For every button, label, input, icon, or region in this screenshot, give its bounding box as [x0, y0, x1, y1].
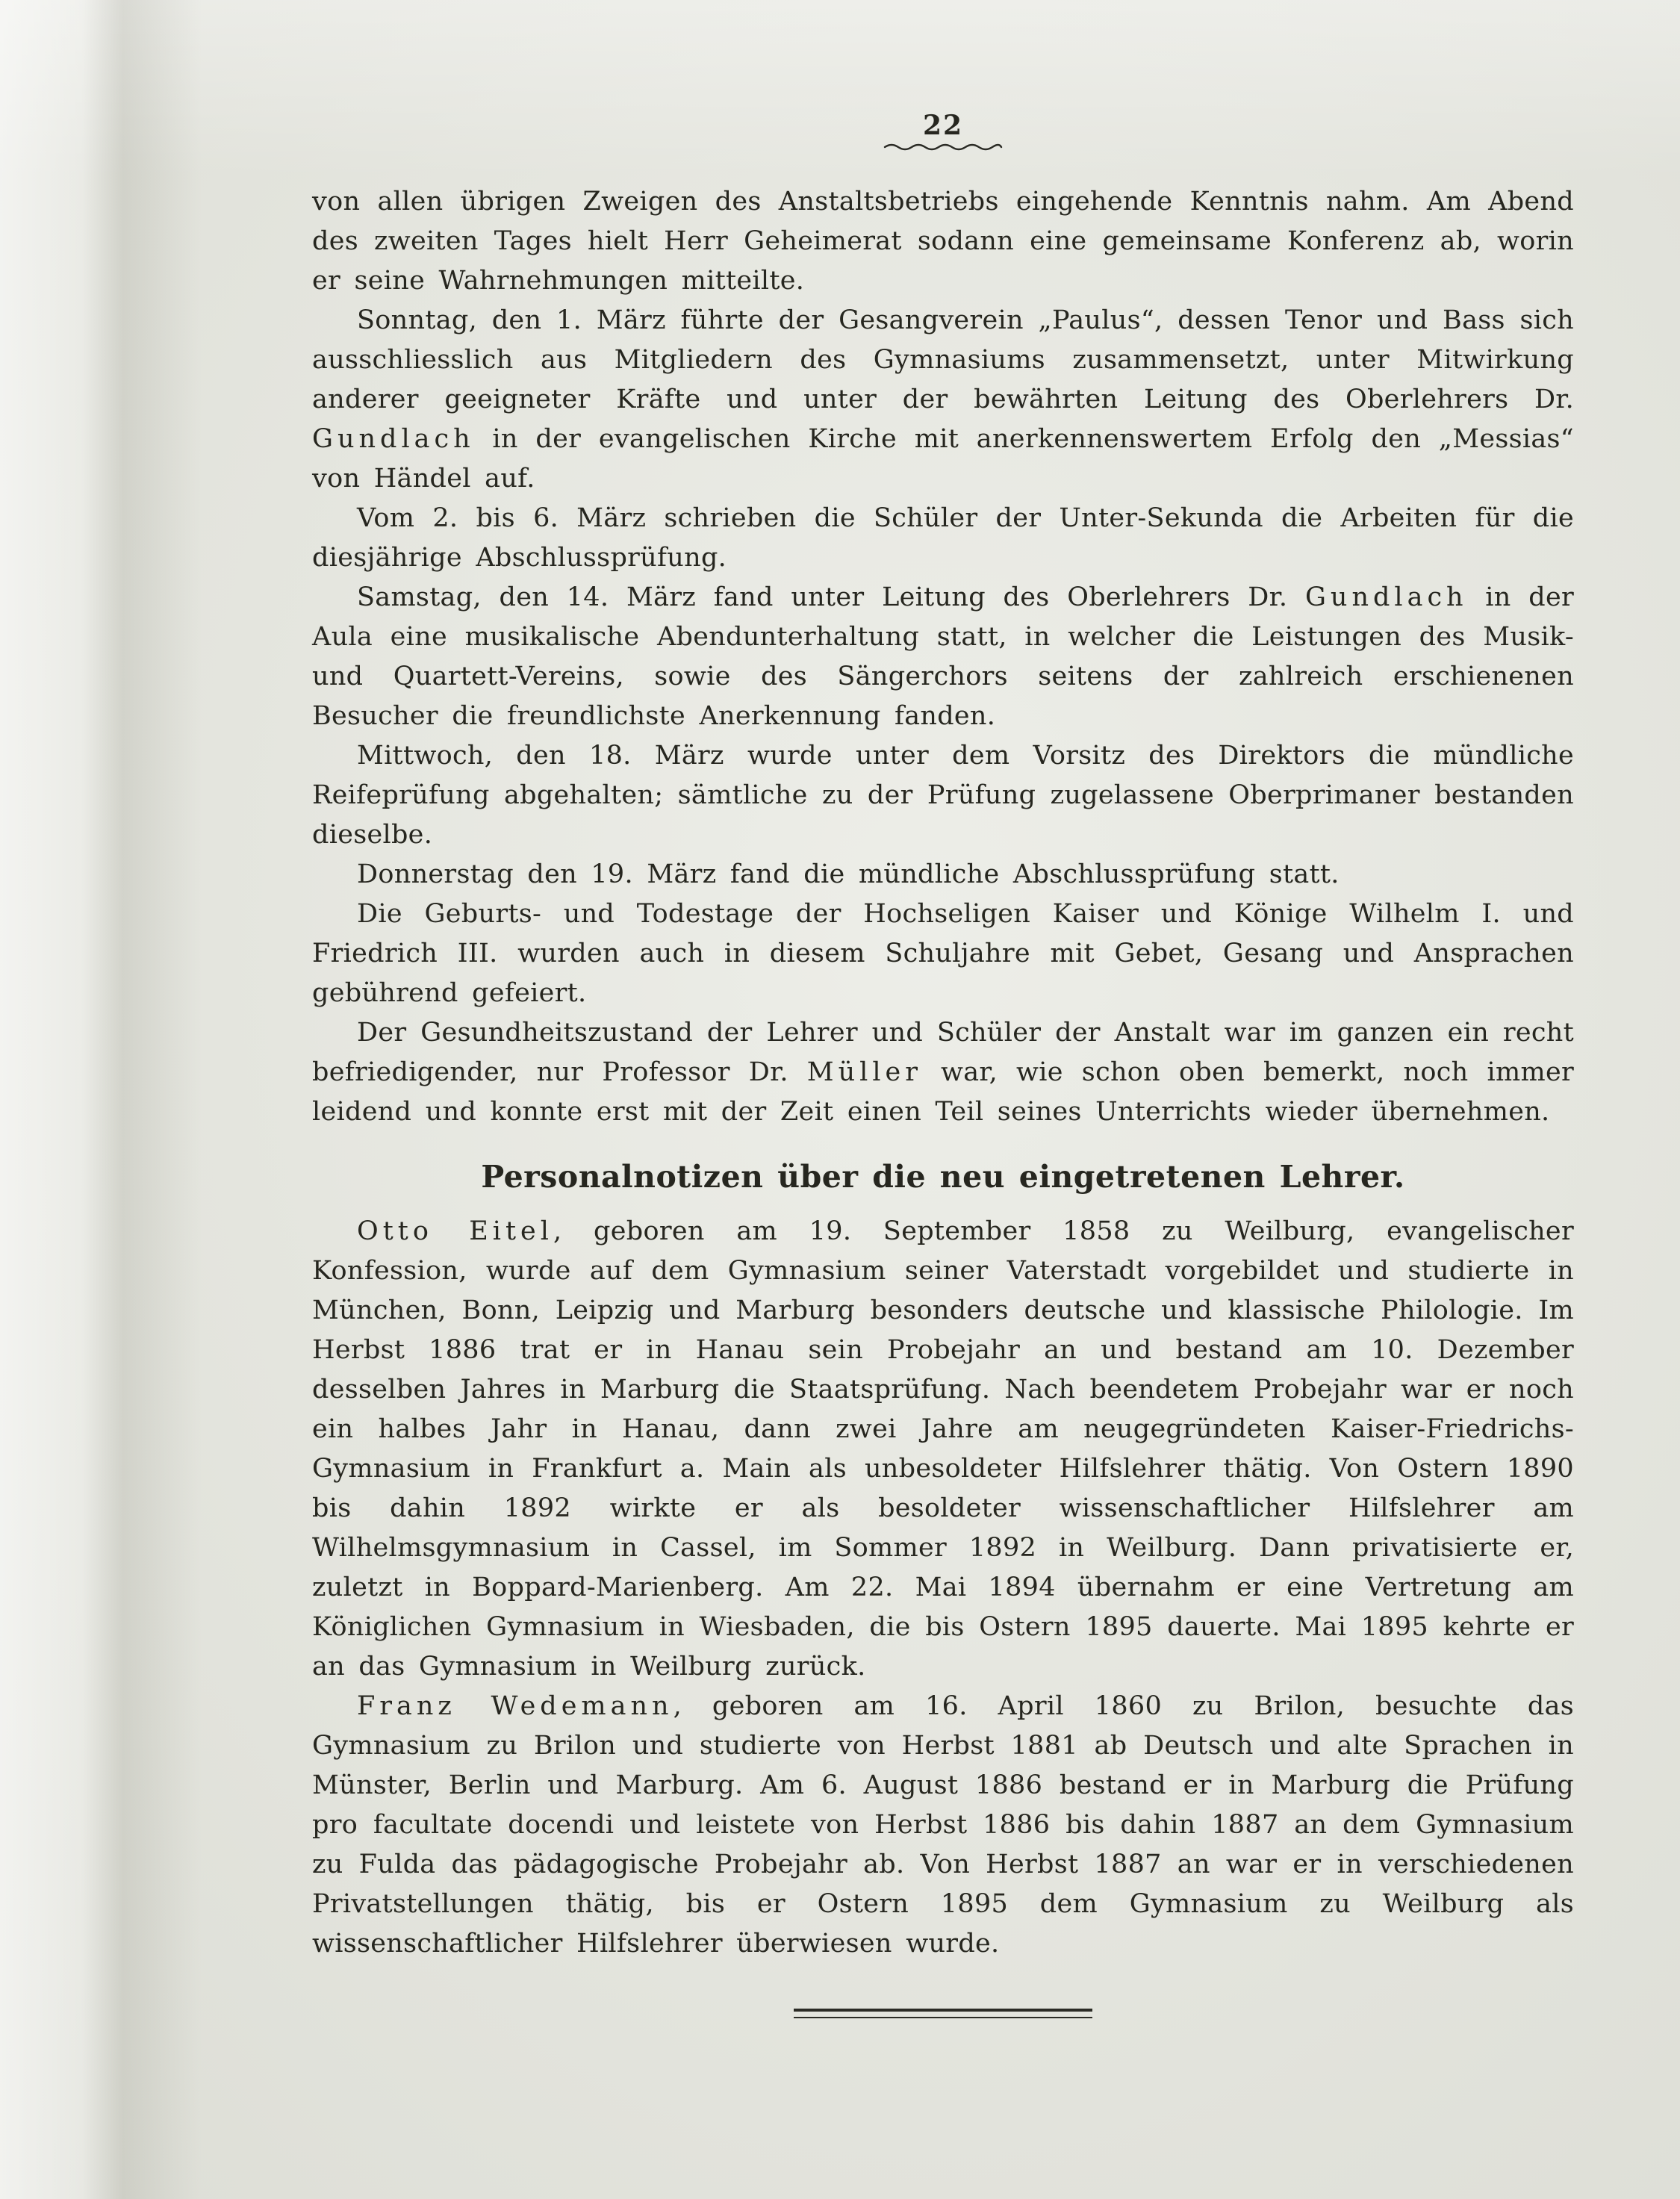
document-page — [312, 112, 1574, 2018]
text-segment: Donnerstag den 19. März fand die mündliche Abschlussprüfung statt. — [357, 859, 1340, 889]
text-segment: war, wie schon oben bemerkt, noch immer leidend und konnte erst mit der Zeit einen Teil seines Unterrichts wieder übernehmen. — [312, 1057, 1575, 1127]
person-name: Franz Wedemann — [357, 1691, 673, 1722]
paragraph — [312, 499, 1574, 578]
section-heading: Personalnotizen über die neu eingetretenen Lehrer. — [481, 1159, 1405, 1195]
paragraph — [312, 736, 1574, 855]
text-segment: Sonntag, den 1. März führte der Gesangverein „Paulus“, dessen Tenor und Bass sich ausschliesslich aus Mitgliedern des Gymnasiums zusammensetzt, unter Mitwirkung anderer geeigneter Kräfte und unter der bewährten Leitung des Oberlehrers Dr. — [312, 305, 1574, 414]
text-segment: , geboren am 16. April 1860 zu Brilon, besuchte das Gymnasium zu Brilon und studierte von Herbst 1881 ab Deutsch und alte Sprachen in Münster, Berlin und Marburg. Am 6. August 1886 bestand er in Marburg die Prüfung pro facultate docendi und leistete von Herbst 1886 bis dahin 1887 an dem Gymnasium zu Fulda das pädagogische Probejahr ab. Von Herbst 1887 an war er in verschiedenen Privatstellungen thätig, bis er Ostern 1895 dem Gymnasium zu Weilburg als wissenschaftlicher Hilfslehrer überwiesen wurde. — [312, 1691, 1575, 1959]
text-segment: Vom 2. bis 6. März schrieben die Schüler der Unter-Sekunda die Arbeiten für die diesjährige Abschlussprüfung. — [312, 503, 1574, 573]
person-name: Otto Eitel — [357, 1216, 553, 1247]
paragraph — [312, 182, 1574, 301]
text-segment: Der Gesundheitszustand der Lehrer und Schüler der Anstalt war im ganzen ein recht befriedigender, nur Professor Dr. — [312, 1018, 1574, 1087]
text-segment: in der Aula eine musikalische Abendunterhaltung statt, in welcher die Leistungen des Musik- und Quartett-Vereins, sowie des Sängerchors seitens der zahlreich erschienenen Besucher die freundlichste Anerkennung fanden. — [312, 582, 1575, 731]
page-number: 22 — [922, 110, 964, 141]
text-segment: Die Geburts- und Todestage der Hochseligen Kaiser und Könige Wilhelm I. und Friedrich III. wurden auch in diesem Schuljahre mit Gebet, Gesang und Ansprachen gebührend gefeiert. — [312, 899, 1574, 1008]
text-segment: in der evangelischen Kirche mit anerkennenswertem Erfolg den „Messias“ von Händel auf. — [312, 424, 1574, 494]
paragraph — [312, 1212, 1574, 1687]
end-rule — [794, 2009, 1092, 2018]
person-name: Gundlach — [312, 424, 475, 454]
paragraph — [312, 578, 1574, 736]
paragraph — [312, 855, 1574, 895]
text-segment: Samstag, den 14. März fand unter Leitung des Oberlehrers Dr. — [357, 582, 1305, 612]
paragraph — [312, 1013, 1574, 1132]
person-name: Müller — [806, 1057, 922, 1087]
text-segment: Mittwoch, den 18. März wurde unter dem Vorsitz des Direktors die mündliche Reifeprüfung abgehalten; sämtliche zu der Prüfung zugelassene Oberprimaner bestanden dieselbe. — [312, 741, 1574, 850]
paragraph — [312, 895, 1574, 1013]
page-header — [312, 112, 1574, 152]
text-block — [312, 182, 1574, 1964]
text-segment: von allen übrigen Zweigen des Anstaltsbetriebs eingehende Kenntnis nahm. Am Abend des zweiten Tages hielt Herr Geheimerat sodann eine gemeinsame Konferenz ab, worin er seine Wahrnehmungen mitteilte. — [312, 187, 1574, 296]
paragraph — [312, 1687, 1574, 1964]
page-number-underline-flourish — [883, 142, 1003, 152]
paragraph — [312, 301, 1574, 499]
text-segment: , geboren am 19. September 1858 zu Weilburg, evangelischer Konfession, wurde auf dem Gymnasium seiner Vaterstadt vorgebildet und studierte in München, Bonn, Leipzig und Marburg besonders deutsche und klassische Philologie. Im Herbst 1886 trat er in Hanau sein Probejahr an und bestand am 10. Dezember desselben Jahres in Marburg die Staatsprüfung. Nach beendetem Probejahr war er noch ein halbes Jahr in Hanau, dann zwei Jahre am neugegründeten Kaiser-Friedrichs-Gymnasium in Frankfurt a. Main als unbesoldeter Hilfslehrer thätig. Von Ostern 1890 bis dahin 1892 wirkte er als besoldeter wissenschaftlicher Hilfslehrer am Wilhelmsgymnasium in Cassel, im Sommer 1892 in Weilburg. Dann privatisierte er, zuletzt in Boppard-Marienberg. Am 22. Mai 1894 übernahm er eine Vertretung am Königlichen Gymnasium in Wiesbaden, die bis Ostern 1895 dauerte. Mai 1895 kehrte er an das Gymnasium in Weilburg zurück. — [312, 1216, 1574, 1682]
person-name: Gundlach — [1304, 582, 1468, 612]
